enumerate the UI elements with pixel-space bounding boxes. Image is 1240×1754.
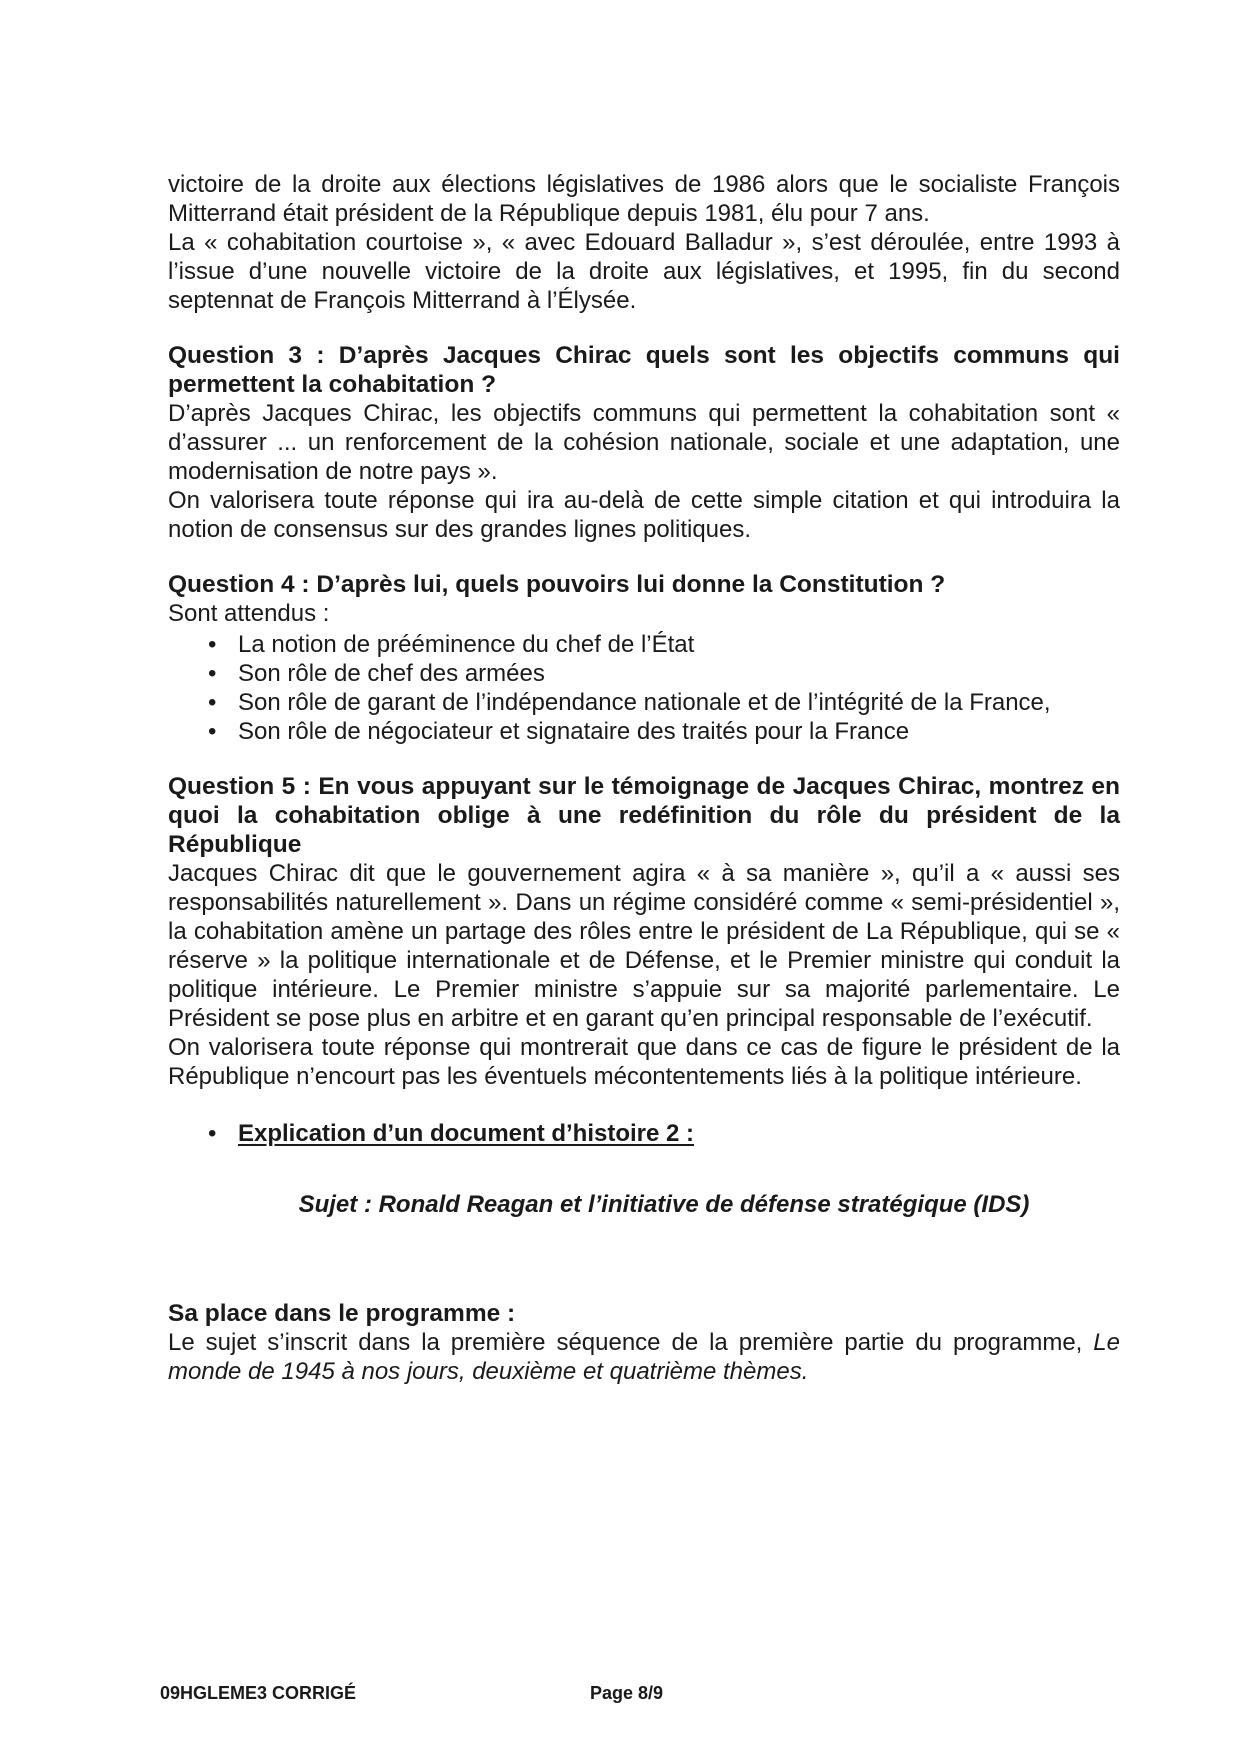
intro-paragraph-1: victoire de la droite aux élections législatives de 1986 alors que le socialiste François Mitterrand était président de la République depuis 1981, élu pour 7 ans. [168,171,1120,227]
document-body [168,170,1120,1386]
question-4-intro: Sont attendus : [168,600,330,627]
intro-paragraph-2: La « cohabitation courtoise », « avec Edouard Balladur », s’est déroulée, entre 1993 à l’issue d’une nouvelle victoire de la droite aux législatives, et 1995, fin du second septennat de François Mitterrand à l’Élysée. [168,229,1120,314]
footer-page-number: Page 8/9 [590,1683,664,1703]
question-3-section [168,341,1120,544]
intro-section [168,170,1120,315]
question-5-note: On valorisera toute réponse qui montrerait que dans ce cas de figure le président de la République n’encourt pas les éventuels mécontentements liés à la politique intérieure. [168,1034,1120,1090]
question-4-section [168,570,1120,746]
question-5-title: Question 5 : En vous appuyant sur le témoignage de Jacques Chirac, montrez en quoi la cohabitation oblige à une redéfinition du rôle du président de la République [168,773,1120,858]
question-4-title: Question 4 : D’après lui, quels pouvoirs lui donne la Constitution ? [168,571,946,598]
list-item: • Son rôle de garant de l’indépendance nationale et de l’intégrité de la France, [208,688,1120,717]
sujet-title: Sujet : Ronald Reagan et l’initiative de défense stratégique (IDS) [298,1191,1030,1218]
question-3-answer: D’après Jacques Chirac, les objectifs communs qui permettent la cohabitation sont « d’assurer ... un renforcement de la cohésion nationale, sociale et une adaptation, une modernisation de notre pays ». [168,400,1120,485]
place-title: Sa place dans le programme : [168,1300,516,1327]
place-text-plain: Le sujet s’inscrit dans la première séquence de la première partie du programme, [168,1329,1083,1356]
place-text-italic: Le monde de 1945 à nos jours, deuxième et quatrième thèmes. [168,1329,1120,1385]
list-item: • Son rôle de négociateur et signataire des traités pour la France [208,717,1120,746]
list-item: • La notion de prééminence du chef de l’État [208,630,1120,659]
question-4-list [168,630,1120,746]
list-item: • Son rôle de chef des armées [208,659,1120,688]
question-3-note: On valorisera toute réponse qui ira au-delà de cette simple citation et qui introduira la notion de consensus sur des grandes lignes politiques. [168,487,1120,543]
question-5-section [168,772,1120,1091]
place-section [168,1299,1120,1386]
explication-title: Explication d’un document d’histoire 2 : [238,1120,695,1147]
explication-heading [168,1119,1120,1148]
footer-code: 09HGLEME3 CORRIGÉ [160,1683,357,1703]
question-3-title: Question 3 : D’après Jacques Chirac quels sont les objectifs communs qui permettent la cohabitation ? [168,342,1120,398]
bullet-icon: • [208,1120,217,1147]
place-text [168,1328,1120,1386]
question-5-answer: Jacques Chirac dit que le gouvernement agira « à sa manière », qu’il a « aussi ses responsabilités naturellement ». Dans un régime considéré comme « semi-présidentiel », la cohabitation amène un partage des rôles entre le président de La République, qui se « réserve » la politique internationale et de Défense, et le Premier ministre qui conduit la politique intérieure. Le Premier ministre s’appuie sur sa majorité parlementaire. Le Président se pose plus en arbitre et en garant qu’en principal responsable de l’exécutif. [168,860,1120,1032]
